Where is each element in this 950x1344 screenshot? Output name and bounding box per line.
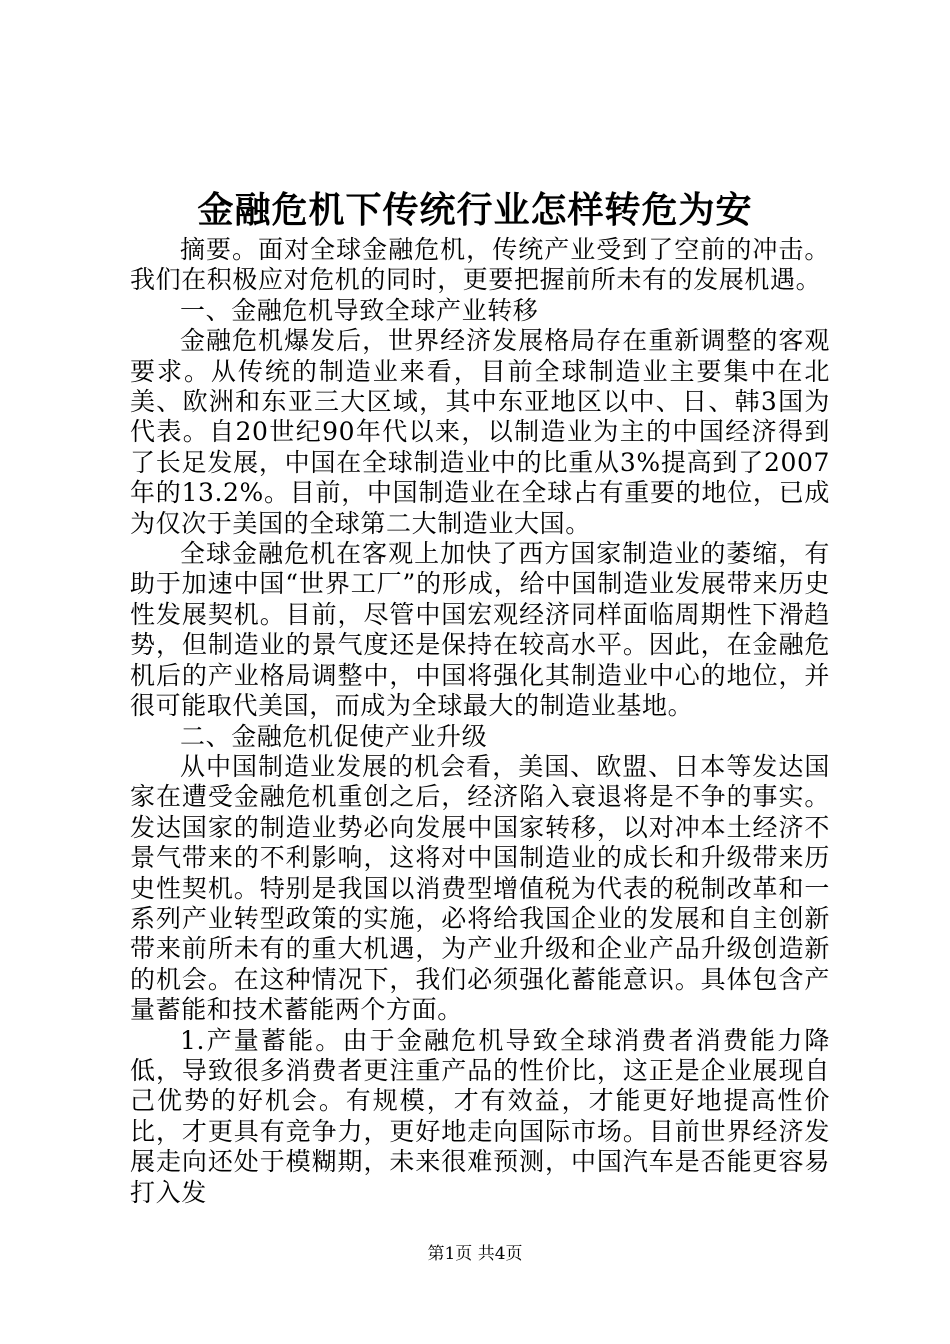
section-heading-2: 二、金融危机促使产业升级 [180, 721, 488, 751]
section-heading-1: 一、金融危机导致全球产业转移 [180, 295, 539, 325]
paragraph: 全球金融危机在客观上加快了西方国家制造业的萎缩，有助于加速中国“世界工厂”的形成，给中国制造业发展带来历史性发展契机。目前，尽管中国宏观经济同样面临周期性下滑趋势，但制造业的景气度还是保持在较高水平。因此，在金融危机后的产业格局调整中，中国将强化其制造业中心的地位，并很可能取代美国，而成为全球最大的制造业基地。 [130, 539, 830, 721]
document-title: 金融危机下传统行业怎样转危为安 [197, 189, 753, 231]
paragraph-abstract: 摘要。面对全球金融危机，传统产业受到了空前的冲击。我们在积极应对危机的同时，更要把握前所未有的发展机遇。 [130, 235, 830, 295]
paragraph: 从中国制造业发展的机会看，美国、欧盟、日本等发达国家在遭受金融危机重创之后，经济陷入衰退将是不争的事实。发达国家的制造业势必向发展中国家转移，以对冲本土经济不景气带来的不利影响，这将对中国制造业的成长和升级带来历史性契机。特别是我国以消费型增值税为代表的税制改革和一系列产业转型政策的实施，必将给我国企业的发展和自主创新带来前所未有的重大机遇，为产业升级和企业产品升级创造新的机会。在这种情况下，我们必须强化蓄能意识。具体包含产量蓄能和技术蓄能两个方面。 [130, 751, 830, 1025]
page-number-footer: 第1页 共4页 [427, 1244, 523, 1264]
paragraph: 金融危机爆发后，世界经济发展格局存在重新调整的客观要求。从传统的制造业来看，目前全球制造业主要集中在北美、欧洲和东亚三大区域，其中东亚地区以中、日、韩3国为代表。自20世纪90年代以来，以制造业为主的中国经济得到了长足发展，中国在全球制造业中的比重从3%提高到了2007年的13.2%。目前，中国制造业在全球占有重要的地位，已成为仅次于美国的全球第二大制造业大国。 [130, 326, 830, 538]
paragraph: 1.产量蓄能。由于金融危机导致全球消费者消费能力降低，导致很多消费者更注重产品的性价比，这正是企业展现自己优势的好机会。有规模，才有效益，才能更好地提高性价比，才更具有竞争力，更好地走向国际市场。目前世界经济发展走向还处于模糊期，未来很难预测，中国汽车是否能更容易打入发 [130, 1025, 830, 1207]
document-body [130, 235, 830, 1208]
